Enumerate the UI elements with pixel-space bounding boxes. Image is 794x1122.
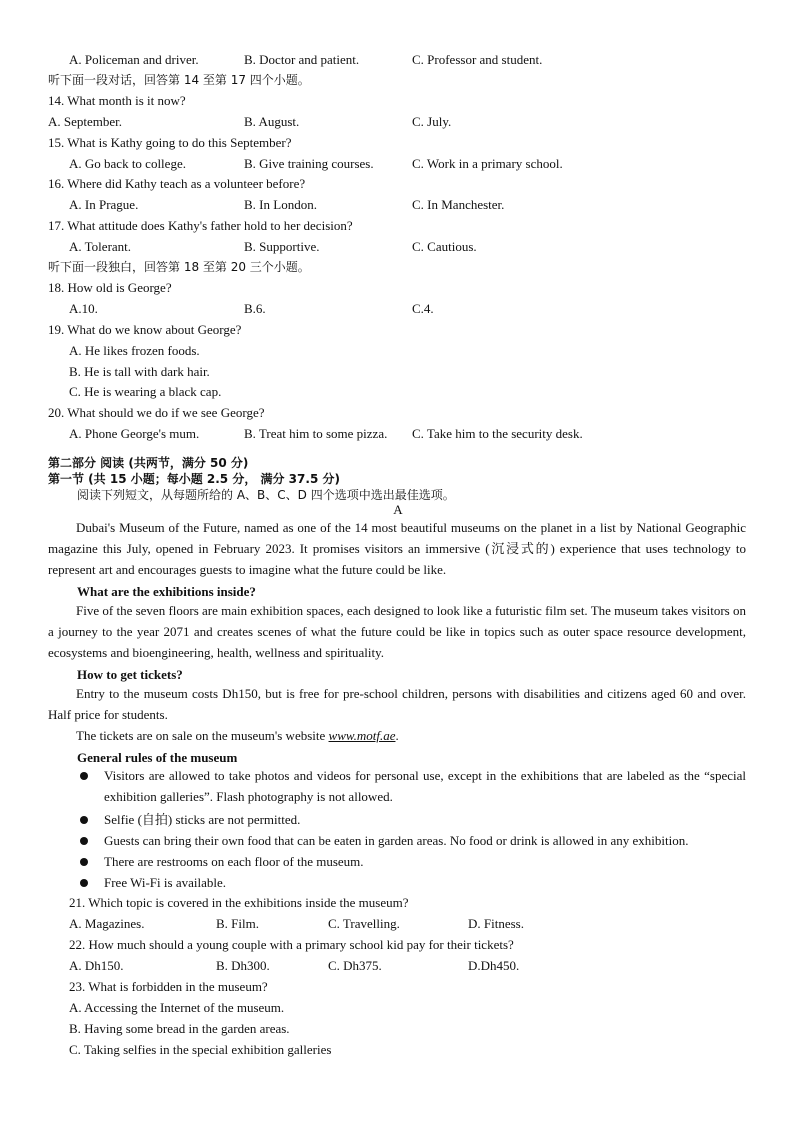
rule-text: Guests can bring their own food that can be eaten in garden areas. No food or drink is allowed in any exhibition.	[104, 833, 689, 848]
q18-option-a: A.10.	[69, 301, 98, 316]
bullet-icon	[80, 816, 88, 824]
q21-option-d: D. Fitness.	[468, 916, 524, 931]
section-instruction-18-20: 听下面一段独白，回答第 18 至第 20 三个小题。	[48, 260, 310, 274]
q23-option-a: A. Accessing the Internet of the museum.	[69, 1000, 285, 1015]
heading-exhibitions: What are the exhibitions inside?	[77, 584, 256, 599]
q19-option-b: B. He is tall with dark hair.	[69, 364, 210, 379]
q16-option-a: A. In Prague.	[69, 197, 139, 212]
rule-text: Selfie (自拍) sticks are not permitted.	[104, 812, 301, 827]
q22-option-b: B. Dh300.	[216, 958, 270, 973]
question-22: 22. How much should a young couple with a primary school kid pay for their tickets?	[69, 937, 514, 952]
q17-option-a: A. Tolerant.	[69, 239, 132, 254]
passage-letter: A	[393, 502, 403, 517]
bullet-icon	[80, 879, 88, 887]
passage-paragraph-1: Dubai's Museum of the Future, named as one of the 14 most beautiful museums on the planet in a list by National Geographic magazine this July, opened in February 2023. It promises visitors an immersive (沉浸式的) experience that uses technology to represent art and encourages guests to imagine what the future could be like.	[48, 520, 746, 577]
section1-title: 第一节 (共 15 小题；每小题 2.5 分， 满分 37.5 分)	[48, 472, 340, 486]
q16-option-c: C. In Manchester.	[412, 197, 505, 212]
question-16: 16. Where did Kathy teach as a volunteer before?	[48, 176, 306, 191]
q21-option-a: A. Magazines.	[69, 916, 145, 931]
bullet-icon	[80, 858, 88, 866]
question-17: 17. What attitude does Kathy's father hold to her decision?	[48, 218, 353, 233]
q20-option-c: C. Take him to the security desk.	[412, 426, 583, 441]
q13-option-c: C. Professor and student.	[412, 52, 543, 67]
q23-option-c: C. Taking selfies in the special exhibition galleries	[69, 1042, 332, 1057]
bullet-icon	[80, 837, 88, 845]
passage-paragraph-4: The tickets are on sale on the museum's website www.motf.ae.	[76, 728, 399, 743]
heading-tickets: How to get tickets?	[77, 667, 183, 682]
q15-option-c: C. Work in a primary school.	[412, 156, 563, 171]
question-23: 23. What is forbidden in the museum?	[69, 979, 268, 994]
question-21: 21. Which topic is covered in the exhibitions inside the museum?	[69, 895, 409, 910]
q14-option-a: A. September.	[48, 114, 123, 129]
q21-option-b: B. Film.	[216, 916, 259, 931]
q20-option-b: B. Treat him to some pizza.	[244, 426, 388, 441]
question-14: 14. What month is it now?	[48, 93, 186, 108]
passage-paragraph-2: Five of the seven floors are main exhibition spaces, each designed to look like a futuristic film set. The museum takes visitors on a journey to the year 2071 and creates scenes of what the future could be like in topics such as outer space resource development, ecosystems and bioengineering, health, wellness and spirituality.	[48, 603, 746, 660]
q14-option-b: B. August.	[244, 114, 300, 129]
passage-paragraph-3: Entry to the museum costs Dh150, but is free for pre-school children, persons with disabilities and citizens aged 60 and over. Half price for students.	[48, 686, 746, 722]
q19-option-a: A. He likes frozen foods.	[69, 343, 200, 358]
rule-text: Free Wi-Fi is available.	[104, 875, 226, 890]
part2-title: 第二部分 阅读 (共两节，满分 50 分)	[48, 456, 249, 470]
q17-option-b: B. Supportive.	[244, 239, 320, 254]
q18-option-b: B.6.	[244, 301, 266, 316]
q15-option-b: B. Give training courses.	[244, 156, 374, 171]
reading-instruction: 阅读下列短文，从每题所给的 A、B、C、D 四个选项中选出最佳选项。	[77, 488, 455, 502]
question-20: 20. What should we do if we see George?	[48, 405, 265, 420]
q21-option-c: C. Travelling.	[328, 916, 400, 931]
q18-option-c: C.4.	[412, 301, 434, 316]
website-link[interactable]: www.motf.ae	[328, 728, 396, 743]
q20-option-a: A. Phone George's mum.	[69, 426, 200, 441]
q19-option-c: C. He is wearing a black cap.	[69, 384, 222, 399]
q14-option-c: C. July.	[412, 114, 452, 129]
q23-option-b: B. Having some bread in the garden areas.	[69, 1021, 290, 1036]
bullet-icon	[80, 772, 88, 780]
question-18: 18. How old is George?	[48, 280, 172, 295]
question-15: 15. What is Kathy going to do this September?	[48, 135, 292, 150]
q22-option-d: D.Dh450.	[468, 958, 520, 973]
question-19: 19. What do we know about George?	[48, 322, 242, 337]
q22-option-c: C. Dh375.	[328, 958, 382, 973]
q15-option-a: A. Go back to college.	[69, 156, 186, 171]
q16-option-b: B. In London.	[244, 197, 317, 212]
heading-rules: General rules of the museum	[77, 750, 238, 765]
section-instruction-14-17: 听下面一段对话，回答第 14 至第 17 四个小题。	[48, 73, 310, 87]
q22-option-a: A. Dh150.	[69, 958, 124, 973]
rule-text: There are restrooms on each floor of the museum.	[104, 854, 364, 869]
rule-text: Visitors are allowed to take photos and videos for personal use, except in the exhibitions that are labeled as the “special exhibition galleries”. Flash photography is not allowed.	[104, 768, 746, 804]
q13-option-b: B. Doctor and patient.	[244, 52, 360, 67]
q13-option-a: A. Policeman and driver.	[69, 52, 199, 67]
q17-option-c: C. Cautious.	[412, 239, 477, 254]
